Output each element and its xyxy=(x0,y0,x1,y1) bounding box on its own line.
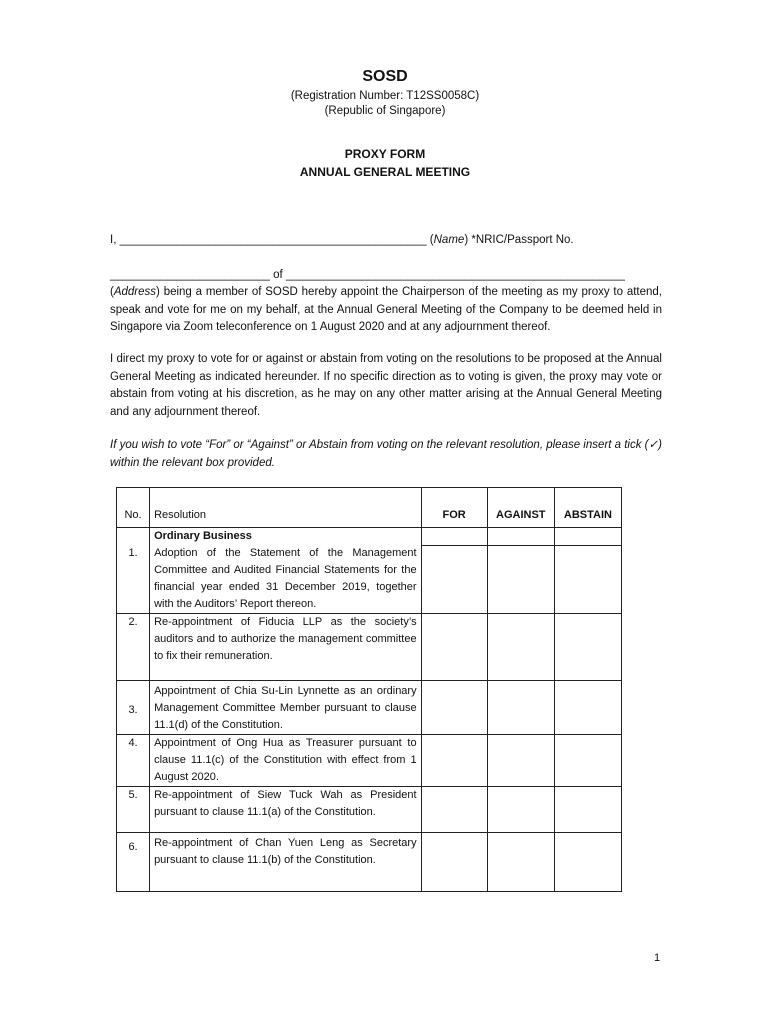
name-label: Name xyxy=(433,234,465,246)
section-row xyxy=(117,528,622,546)
header-abstain: ABSTAIN xyxy=(554,488,621,528)
resolution-text: Appointment of Ong Hua as Treasurer pursuant to clause 11.1(c) of the Constitution with effect from 1 August 2020. xyxy=(150,735,422,787)
against-checkbox[interactable] xyxy=(487,787,554,833)
abstain-checkbox[interactable] xyxy=(554,787,621,833)
for-checkbox[interactable] xyxy=(421,787,487,833)
for-checkbox[interactable] xyxy=(421,735,487,787)
row-number: 6. xyxy=(117,833,150,892)
resolution-text: Appointment of Chia Su-Lin Lynnette as an ordinary Management Committee Member pursuant to clause 11.1(d) of the Constitution. xyxy=(150,681,422,735)
table-row xyxy=(117,545,622,614)
row-number: 4. xyxy=(117,735,150,787)
against-checkbox[interactable] xyxy=(487,735,554,787)
header-resolution: Resolution xyxy=(150,488,422,528)
country-label: (Republic of Singapore) xyxy=(324,105,446,117)
table-row xyxy=(117,833,622,892)
direction-paragraph: I direct my proxy to vote for or against or abstain from voting on the resolutions to be proposed at the Annual General Meeting as indicated hereunder. If no specific direction as to voting is given, the proxy may vote or abstain from voting at his discretion, as he may on any other matter arising at the Annual General Meeting and any adjournment thereof. xyxy=(110,353,662,418)
table-row xyxy=(117,735,622,787)
form-title: PROXY FORM xyxy=(344,147,426,161)
abstain-checkbox[interactable] xyxy=(554,735,621,787)
of-label: of xyxy=(269,269,286,281)
form-subtitle: ANNUAL GENERAL MEETING xyxy=(299,165,471,179)
resolution-text: Adoption of the Statement of the Management Committee and Audited Financial Statements for the financial year ended 31 December 2019, together with the Auditors’ Report thereon. xyxy=(150,545,422,614)
name-line: I, ________________________________________________ (Name) *NRIC/Passport No. xyxy=(110,234,574,246)
table-header-row xyxy=(117,488,622,528)
against-checkbox[interactable] xyxy=(487,614,554,681)
for-checkbox[interactable] xyxy=(421,545,487,614)
row-number: 5. xyxy=(117,787,150,833)
header-for: FOR xyxy=(421,488,487,528)
organization-name: SOSD xyxy=(362,68,408,85)
resolution-text: Re-appointment of Chan Yuen Leng as Secretary pursuant to clause 11.1(b) of the Constitution. xyxy=(150,833,422,892)
table-row xyxy=(117,614,622,681)
nric-label: *NRIC/Passport No. xyxy=(468,234,574,246)
address-blank[interactable]: _____________________________________________________ xyxy=(285,269,625,281)
appointment-text: being a member of SOSD hereby appoint the Chairperson of the meeting as my proxy to attend, speak and vote for me on my behalf, at the Annual General Meeting of the Company to be deemed held in Singapore via Zoom teleconference on 1 August 2020 and at any adjournment thereof. xyxy=(110,286,662,333)
for-box-section xyxy=(421,528,487,546)
section-title: Ordinary Business xyxy=(150,528,422,546)
for-checkbox[interactable] xyxy=(421,681,487,735)
abstain-checkbox[interactable] xyxy=(554,681,621,735)
against-checkbox[interactable] xyxy=(487,545,554,614)
voting-instruction: If you wish to vote “For” or “Against” or Abstain from voting on the relevant resolution, please insert a tick (✓) within the relevant box provided. xyxy=(110,439,662,469)
row-number: 2. xyxy=(117,614,150,681)
table-row xyxy=(117,787,622,833)
nric-blank[interactable]: _________________________ xyxy=(110,269,270,281)
registration-number: (Registration Number: T12SS0058C) xyxy=(290,90,480,102)
abstain-box-section xyxy=(554,528,621,546)
against-checkbox[interactable] xyxy=(487,833,554,892)
resolution-text: Re-appointment of Fiducia LLP as the society’s auditors and to authorize the management committee to fix their remuneration. xyxy=(150,614,422,681)
table-row xyxy=(117,681,622,735)
against-checkbox[interactable] xyxy=(487,681,554,735)
address-label: Address xyxy=(113,286,157,298)
resolutions-table xyxy=(116,487,622,892)
appointment-paragraph: (Address) being a member of SOSD hereby appoint the Chairperson of the meeting as my proxy to attend, speak and vote for me on my behalf, at the Annual General Meeting of the Company to be deemed held in Singapore via Zoom teleconference on 1 August 2020 and at any adjournment thereof. xyxy=(110,286,662,333)
resolution-text: Re-appointment of Siew Tuck Wah as President pursuant to clause 11.1(a) of the Constitution. xyxy=(150,787,422,833)
header-against: AGAINST xyxy=(487,488,554,528)
row-number: 1. xyxy=(117,545,150,614)
abstain-checkbox[interactable] xyxy=(554,545,621,614)
name-prefix: I, xyxy=(110,234,120,246)
against-box-section xyxy=(487,528,554,546)
abstain-checkbox[interactable] xyxy=(554,833,621,892)
for-checkbox[interactable] xyxy=(421,833,487,892)
header-no: No. xyxy=(117,488,150,528)
for-checkbox[interactable] xyxy=(421,614,487,681)
abstain-checkbox[interactable] xyxy=(554,614,621,681)
address-line xyxy=(110,267,662,284)
row-number: 3. xyxy=(117,681,150,735)
name-blank[interactable]: ________________________________________________ xyxy=(119,234,427,246)
page-number: 1 xyxy=(654,952,661,964)
section-no-cell xyxy=(117,528,150,546)
